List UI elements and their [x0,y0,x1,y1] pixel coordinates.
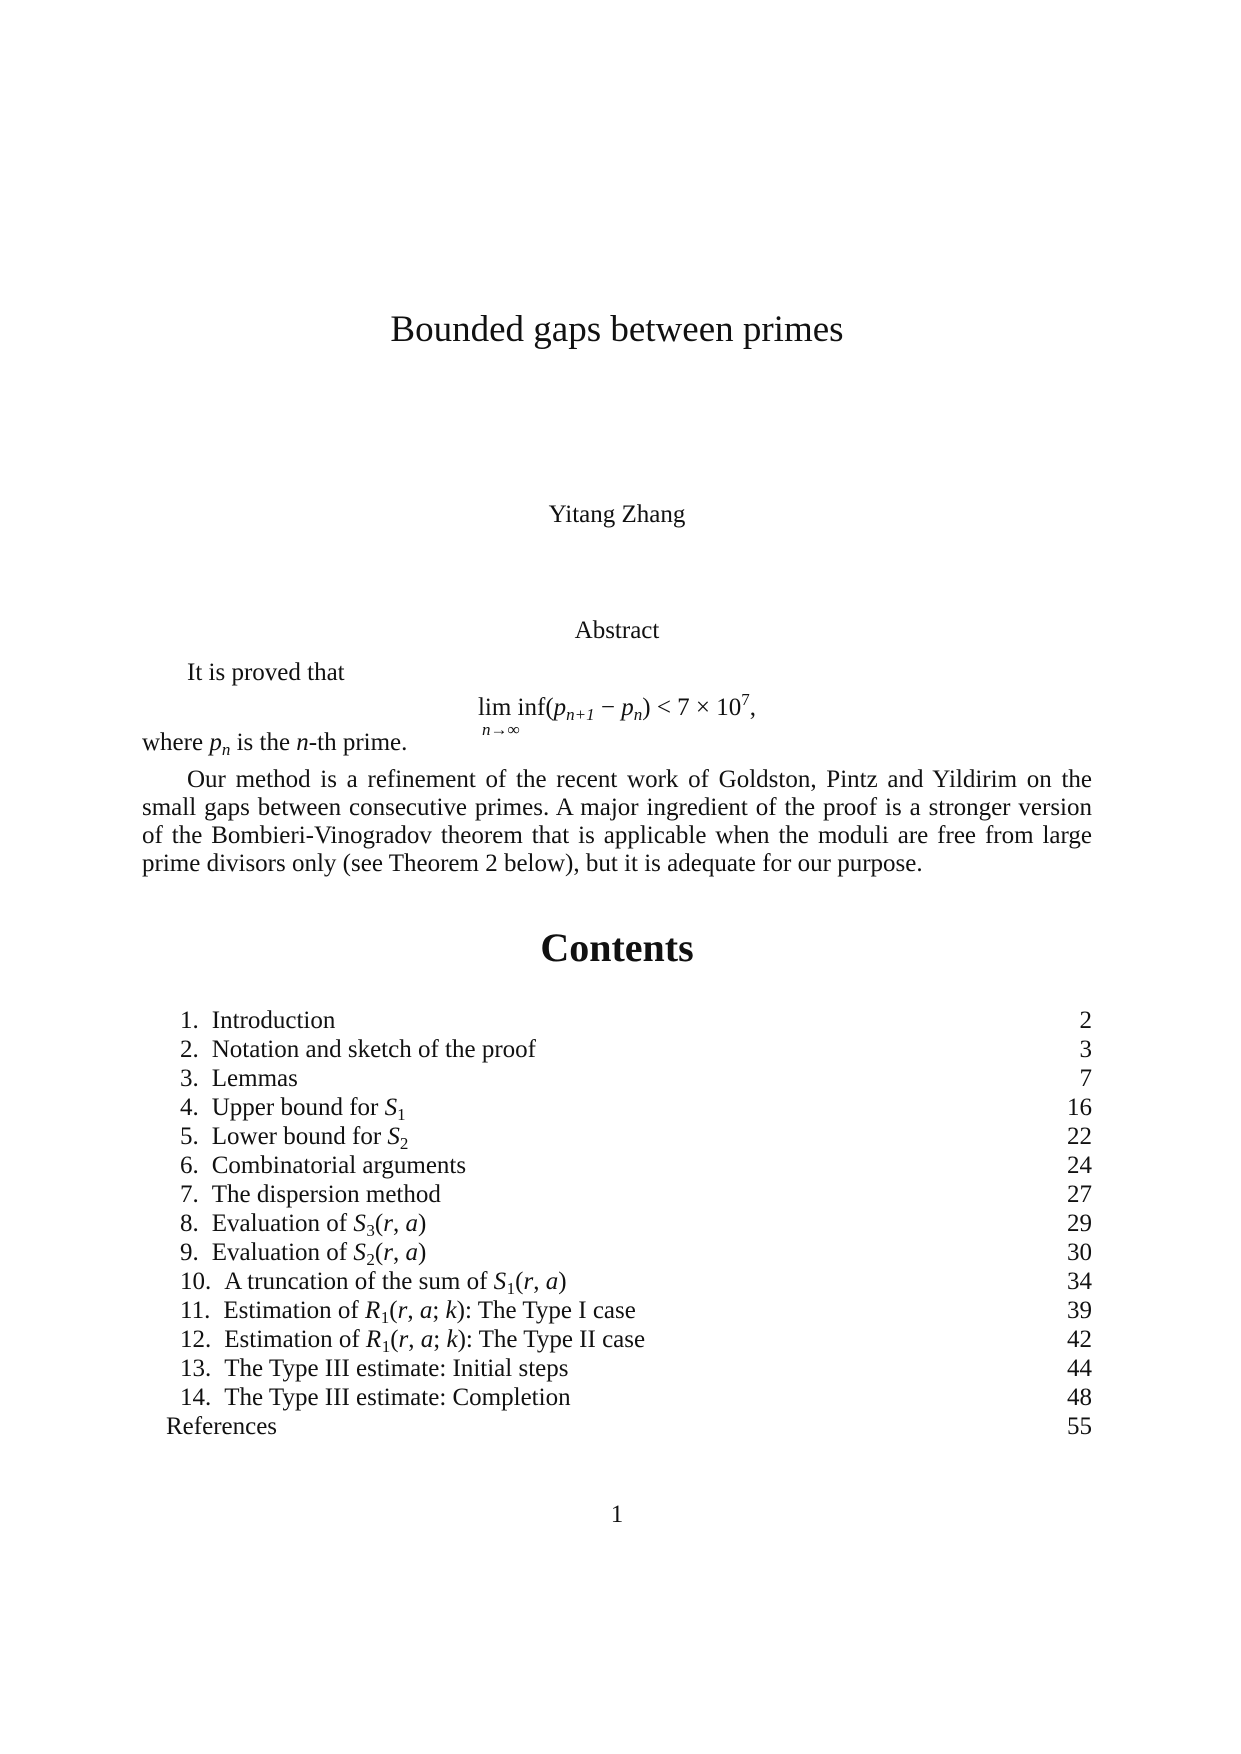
toc-label-run: S [384,1094,398,1121]
toc-item-number: 2. [180,1036,199,1063]
toc-item-number: 8. [180,1210,199,1237]
toc-label-run: , [392,1239,406,1266]
toc-label-run: The Type III estimate: Initial steps [224,1355,569,1382]
display-formula [142,685,1092,739]
toc-item-number: 5. [180,1123,199,1150]
toc-label-run: The dispersion method [211,1181,441,1208]
toc-row [142,1412,1092,1441]
toc-item-number: 13. [180,1355,212,1382]
toc-label-run: ): The Type II case [457,1326,646,1353]
toc-label-run: ; [432,1297,446,1324]
toc-label-run: a [420,1326,434,1353]
formula-relation: ) < 7 × 10 [642,694,742,721]
toc-label-run: Lemmas [211,1065,298,1092]
toc-item-page: 42 [1067,1326,1092,1353]
toc-row [142,1151,1092,1180]
toc-label-run: ): The Type I case [456,1297,636,1324]
toc-row [142,1035,1092,1064]
toc-label-run: 1 [506,1279,516,1298]
toc-label-run: Introduction [211,1007,336,1034]
abstract-paragraph: Our method is a refinement of the recent work of Goldston, Pintz and Yildirim on the small gaps between consecutive primes. A major ingredient of the proof is a stronger version of the Bombieri-Vinogradov theorem that is applicable when the moduli are free from large prime divisors only (see Theorem 2 below), but it is adequate for our purpose. [142,766,1092,877]
toc-label-run: k [446,1326,458,1353]
toc-row [142,1238,1092,1267]
toc-label-run: r [398,1326,409,1353]
where-p-sub: n [221,740,231,759]
toc-row [142,1064,1092,1093]
contents-heading: Contents [540,925,694,970]
toc-label-run: ( [374,1210,384,1237]
toc-row [142,1122,1092,1151]
toc-item-page: 30 [1067,1239,1092,1266]
toc-label-run: r [383,1210,393,1237]
toc-label-run: 1 [397,1105,406,1124]
toc-label-run: ( [515,1268,524,1295]
toc-item-number: 11. [180,1297,211,1324]
toc-label-run: a [405,1239,418,1266]
toc-item-number: 12. [180,1326,212,1353]
toc-label-run: ) [417,1239,427,1266]
toc-item-page: 39 [1067,1297,1092,1324]
toc-row [142,1209,1092,1238]
where-line [142,729,1092,760]
toc-label-run: Estimation of [223,1297,365,1324]
formula-comma: , [749,694,757,721]
toc-item-page: 29 [1067,1210,1092,1237]
toc-label-run: , [407,1297,420,1324]
toc-item-label [224,1383,570,1412]
toc-label-run: Upper bound for [211,1094,385,1121]
toc-item-page: 24 [1067,1152,1092,1179]
toc-label-run: Evaluation of [211,1239,354,1266]
toc-item-page: 2 [1079,1007,1092,1034]
toc-label-run: ( [389,1297,398,1324]
formula-p-first-sub: n+1 [566,705,595,724]
toc-label-run: R [364,1297,381,1324]
toc-label-run: 3 [366,1221,375,1240]
liminf-subscript: n→∞ [481,720,520,739]
toc-row [142,1006,1092,1035]
toc-label-run: 1 [381,1337,391,1356]
formula-minus: − [594,694,622,721]
toc-label-run: R [365,1326,382,1353]
where-mid: is the [230,729,297,756]
toc-label-run: Notation and sketch of the proof [211,1036,536,1063]
formula-p-second-sub: n [633,705,643,724]
toc-label-run: r [397,1297,408,1324]
toc-label-run: , [408,1326,421,1353]
toc-label-run: Combinatorial arguments [211,1152,467,1179]
where-pre: where [142,729,210,756]
toc-row [142,1296,1092,1325]
toc-item-label [212,1151,466,1180]
formula-open-paren: ( [545,694,554,721]
toc-label-run: S [353,1239,367,1266]
toc-label-run: ; [433,1326,447,1353]
toc-label-run: a [405,1210,418,1237]
abstract-heading: Abstract [574,617,660,644]
toc-item-number: 10. [180,1268,212,1295]
toc-item-page: 55 [1067,1413,1092,1440]
toc-item-label [212,1180,441,1209]
toc-item-label [212,1006,336,1035]
toc-label-run: 2 [399,1134,409,1153]
toc-label-run: a [419,1297,433,1324]
toc-label-run: Lower bound for [211,1123,388,1150]
toc-label-run: r [383,1239,393,1266]
toc-item-page: 22 [1067,1123,1092,1150]
contents-list [142,1006,1092,1441]
toc-item-page: 3 [1079,1036,1092,1063]
toc-row [142,1383,1092,1412]
where-p: p [209,729,222,756]
toc-item-label [212,1035,536,1064]
toc-label-run: The Type III estimate: Completion [224,1384,571,1411]
toc-label-run: S [353,1210,367,1237]
toc-item-page: 34 [1067,1268,1092,1295]
toc-item-page: 16 [1067,1094,1092,1121]
toc-label-run: , [392,1210,406,1237]
toc-label-run: ) [417,1210,427,1237]
toc-row [142,1267,1092,1296]
toc-item-number: 9. [180,1239,199,1266]
toc-label-run: Estimation of [224,1326,366,1353]
paper-title: Bounded gaps between primes [390,309,844,350]
toc-label-run: r [523,1268,534,1295]
toc-item-label [212,1064,298,1093]
toc-item-number: 3. [180,1065,199,1092]
toc-row [142,1180,1092,1209]
toc-item-number: 1. [180,1007,199,1034]
where-post: -th prime. [308,729,408,756]
toc-label-run: k [445,1297,457,1324]
toc-label-run: 1 [380,1308,390,1327]
toc-label-run: ( [390,1326,399,1353]
toc-item-page: 7 [1079,1065,1092,1092]
toc-label-run: , [533,1268,546,1295]
toc-label-run: 2 [366,1250,375,1269]
toc-label-run: A truncation of the sum of [224,1268,494,1295]
toc-label-run: a [545,1268,559,1295]
toc-item-label [166,1412,277,1441]
toc-item-page: 27 [1067,1181,1092,1208]
toc-item-page: 44 [1067,1355,1092,1382]
formula-p-first: p [553,694,567,721]
formula-exponent: 7 [741,690,750,709]
formula-p-second: p [621,694,634,721]
toc-item-number: 7. [180,1181,199,1208]
abstract-lead: It is proved that [187,659,345,686]
toc-row [142,1093,1092,1122]
toc-label-run: ( [374,1239,384,1266]
toc-label-run: ) [558,1268,567,1295]
liminf-text: lim inf [477,694,546,721]
toc-label-run: Evaluation of [211,1210,354,1237]
toc-item-label [224,1354,568,1383]
author: Yitang Zhang [548,501,686,528]
toc-item-number: 6. [180,1152,199,1179]
toc-item-page: 48 [1067,1384,1092,1411]
toc-row [142,1325,1092,1354]
toc-label-run: S [387,1123,400,1150]
toc-item-number: 4. [180,1094,199,1121]
footer-page-number: 1 [610,1501,624,1528]
toc-label-run: S [493,1268,507,1295]
toc-item-number: 14. [180,1384,212,1411]
toc-label-run: References [166,1413,278,1440]
liminf-operator [477,693,546,739]
where-n: n [296,729,309,756]
